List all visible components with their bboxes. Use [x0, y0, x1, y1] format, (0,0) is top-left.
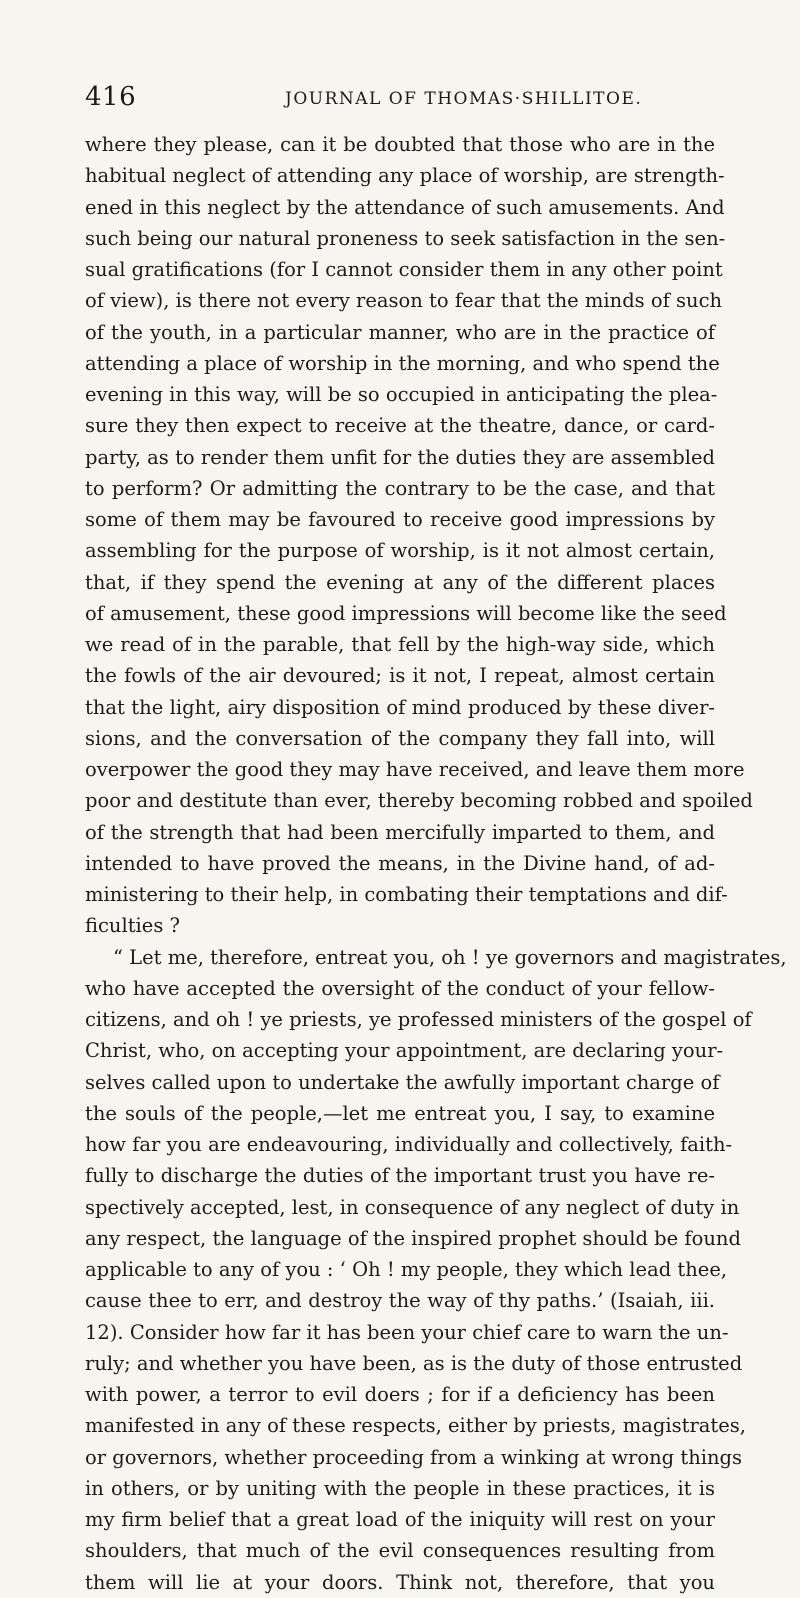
text-line: of the youth, in a particular manner, who are in the practice of: [85, 320, 715, 344]
text-line: applicable to any of you : ‘ Oh ! my people, they which lead thee,: [85, 1258, 728, 1281]
text-line: of amusement, these good impressions will become like the seed: [85, 601, 727, 625]
text-line: overpower the good they may have received, and leave them more: [85, 758, 745, 781]
text-line: assembling for the purpose of worship, is it not almost certain,: [85, 539, 715, 563]
text-line: “ Let me, therefore, entreat you, oh ! ye governors and magistrates,: [113, 945, 787, 969]
text-line: such being our natural proneness to seek satisfaction in the sen-: [85, 226, 726, 250]
text-line: who have accepted the oversight of the conduct of your fellow-: [85, 976, 715, 1000]
text-line: that the light, airy disposition of mind produced by these diver-: [85, 695, 715, 719]
text-line: sure they then expect to receive at the theatre, dance, or card-: [85, 414, 715, 438]
text-line: to perform? Or admitting the contrary to be the case, and that: [85, 476, 715, 500]
text-line: fully to discharge the duties of the important trust you have re-: [85, 1164, 715, 1188]
text-line: 12). Consider how far it has been your chief care to warn the un-: [85, 1320, 729, 1344]
text-line: sions, and the conversation of the company they fall into, will: [85, 726, 715, 750]
text-line: manifested in any of these respects, either by priests, magistrates,: [85, 1414, 746, 1438]
text-line: citizens, and oh ! ye priests, ye professed ministers of the gospel of: [85, 1008, 752, 1031]
text-line: where they please, can it be doubted that those who are in the: [85, 133, 715, 156]
text-line: the souls of the people,—let me entreat you, I say, to examine: [85, 1101, 715, 1125]
page-number: 416: [85, 82, 137, 112]
text-line: ruly; and whether you have been, as is the duty of those entrusted: [85, 1351, 743, 1375]
text-line: any respect, the language of the inspired prophet should be found: [85, 1226, 741, 1250]
text-line: some of them may be favoured to receive good impressions by: [85, 508, 715, 531]
page-header: [85, 82, 715, 118]
text-line: ened in this neglect by the attendance of such amusements. And: [85, 195, 725, 219]
text-line: how far you are endeavouring, individually and collectively, faith-: [85, 1133, 733, 1156]
text-line: spectively accepted, lest, in consequence of any neglect of duty in: [85, 1195, 740, 1219]
text-line: poor and destitute than ever, thereby becoming robbed and spoiled: [85, 789, 753, 813]
text-line: intended to have proved the means, in the Divine hand, of ad-: [85, 851, 715, 875]
text-line: ficulties ?: [85, 914, 180, 938]
text-line: we read of in the parable, that fell by the high-way side, which: [85, 633, 715, 656]
text-line: ministering to their help, in combating their temptations and dif-: [85, 883, 728, 906]
text-line: of the strength that had been mercifully imparted to them, and: [85, 820, 715, 844]
text-line: cause thee to err, and destroy the way of thy paths.’ (Isaiah, iii.: [85, 1289, 715, 1313]
text-line: Christ, who, on accepting your appointment, are declaring your-: [85, 1039, 724, 1063]
text-line: habitual neglect of attending any place of worship, are strength-: [85, 164, 725, 188]
text-line: party, as to render them unfit for the duties they are assembled: [85, 445, 715, 469]
text-line: in others, or by uniting with the people in these practices, it is: [85, 1476, 715, 1500]
text-line: selves called upon to undertake the awfully important charge of: [85, 1070, 720, 1094]
body-text: [85, 129, 787, 1598]
text-line: with power, a terror to evil doers ; for if a deficiency has been: [85, 1383, 715, 1406]
text-line: shoulders, that much of the evil consequences resulting from: [85, 1539, 715, 1563]
text-line: attending a place of worship in the morning, and who spend the: [85, 351, 720, 375]
text-line: my firm belief that a great load of the iniquity will rest on your: [85, 1508, 715, 1531]
text-line: that, if they spend the evening at any of the different places: [85, 570, 715, 594]
text-line: the fowls of the air devoured; is it not, I repeat, almost certain: [85, 664, 715, 688]
text-line: evening in this way, will be so occupied in anticipating the plea-: [85, 383, 718, 406]
text-line: or governors, whether proceeding from a winking at wrong things: [85, 1445, 743, 1469]
text-line: sual gratifications (for I cannot consider them in any other point: [85, 258, 723, 281]
text-line: them will lie at your doors. Think not, therefore, that you: [85, 1570, 715, 1594]
text-line: of view), is there not every reason to fear that the minds of such: [85, 289, 723, 313]
running-head: JOURNAL OF THOMAS·SHILLITOE.: [285, 89, 643, 109]
